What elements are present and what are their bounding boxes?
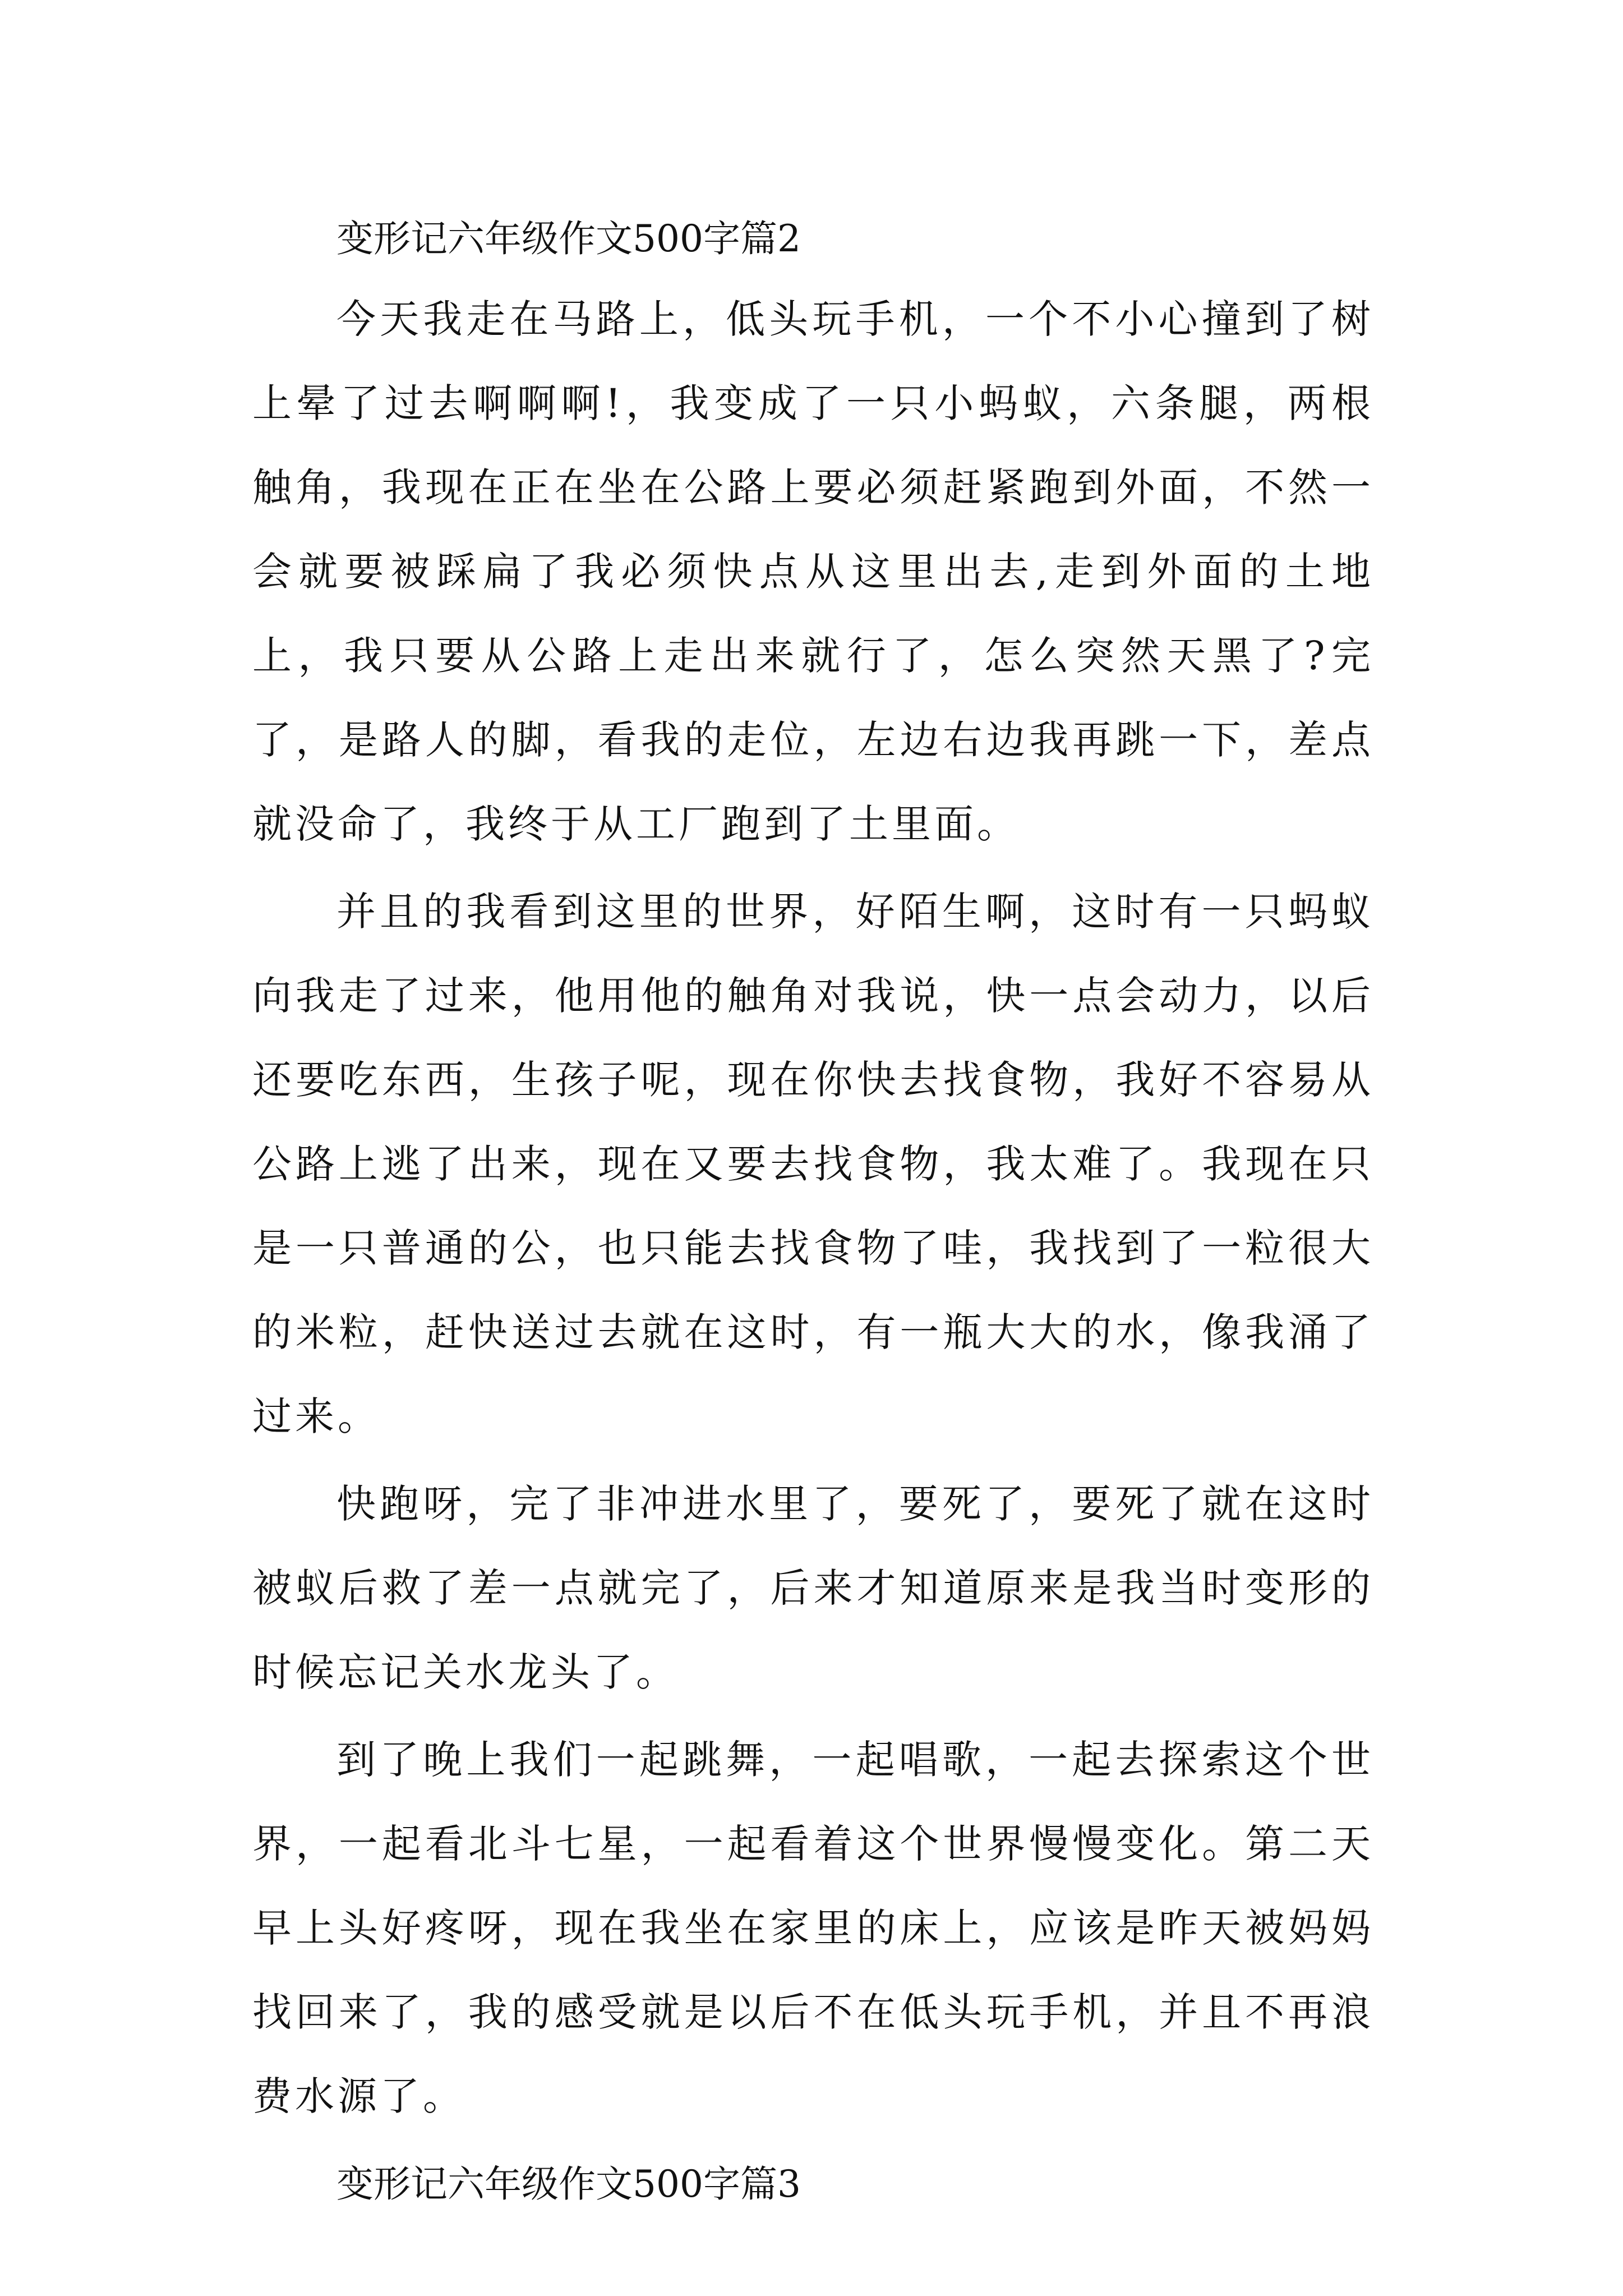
paragraph-2: 并且的我看到这里的世界，好陌生啊，这时有一只蚂蚁向我走了过来，他用他的触角对我说，快一点会动力，以后还要吃东西，生孩子呢，现在你快去找食物，我好不容易从公路上逃了出来，现在又要去找食物，我太难了。我现在只是一只普通的公，也只能去找食物了哇，我找到了一粒很大的米粒，赶快送过去就在这时，有一瓶大大的水，像我涌了过来。: [252, 889, 1374, 1439]
paragraph-1: 今天我走在马路上，低头玩手机，一个不小心撞到了树上晕了过去啊啊啊!，我变成了一只小蚂蚁，六条腿，两根触角，我现在正在坐在公路上要必须赶紧跑到外面，不然一会就要被踩扁了我必须快点从这里出去,走到外面的土地上，我只要从公路上走出来就行了，怎么突然天黑了?完了，是路人的脚，看我的走位，左边右边我再跳一下，差点就没命了，我终于从工厂跑到了土里面。: [252, 296, 1374, 847]
document-page: [252, 208, 1374, 2216]
paragraph-4: 到了晚上我们一起跳舞，一起唱歌，一起去探索这个世界，一起看北斗七星，一起看着这个世界慢慢变化。第二天早上头好疼呀，现在我坐在家里的床上，应该是昨天被妈妈找回来了，我的感受就是以后不在低头玩手机，并且不再浪费水源了。: [252, 1737, 1374, 2119]
spacer: [252, 270, 1374, 277]
essay-heading-2: 变形记六年级作文500字篇2: [336, 217, 801, 260]
essay-heading-3: 变形记六年级作文500字篇3: [336, 2162, 801, 2206]
paragraph-3: 快跑呀，完了非冲进水里了，要死了，要死了就在这时被蚁后救了差一点就完了，后来才知道原来是我当时变形的时候忘记关水龙头了。: [252, 1481, 1374, 1695]
